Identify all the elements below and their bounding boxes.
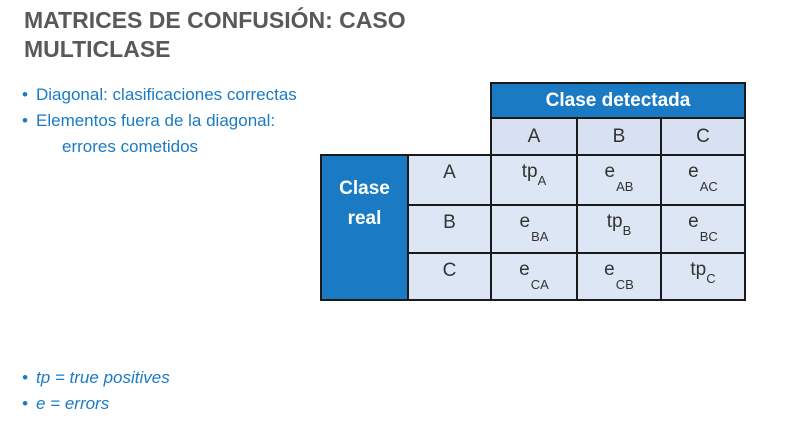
bullet-item: [22, 108, 297, 160]
bullet-dot: •: [22, 85, 28, 104]
bullet-dot: •: [22, 111, 28, 130]
real-class-line-2: real: [347, 208, 382, 229]
detected-class-header: Clase detectada: [490, 82, 746, 119]
matrix-cell-ca: [490, 252, 578, 301]
bullet-item: [22, 391, 170, 417]
real-class-header: [320, 154, 409, 301]
row-header-b: B: [407, 204, 492, 254]
cell-base: e: [688, 161, 699, 182]
column-header-a: A: [490, 117, 578, 156]
bullet-text: tp = true positives: [36, 368, 170, 387]
cell-base: tp: [521, 161, 538, 182]
bullet-dot: •: [22, 394, 28, 413]
cell-base: e: [604, 161, 616, 182]
cell-base: e: [688, 211, 699, 232]
matrix-cell-bc: [660, 204, 746, 254]
cell-subscript: BC: [699, 229, 718, 244]
cell-base: tp: [690, 259, 707, 280]
bullet-item: [22, 365, 170, 391]
cell-subscript: AC: [699, 179, 718, 194]
real-class-line-1: Clase: [339, 178, 390, 199]
matrix-cell-ba: [490, 204, 578, 254]
cell-base: e: [519, 211, 531, 232]
matrix-cell-ab: [576, 154, 662, 206]
cell-subscript: AB: [616, 179, 634, 194]
cell-subscript: B: [622, 223, 632, 238]
matrix-cell-cb: [576, 252, 662, 301]
bullet-text: Diagonal: clasificaciones correctas: [36, 85, 297, 104]
page-title: [24, 6, 406, 64]
matrix-cell-cc: [660, 252, 746, 301]
matrix-cell-ac: [660, 154, 746, 206]
cell-base: e: [604, 259, 615, 280]
bullet-dot: •: [22, 368, 28, 387]
cell-subscript: BA: [531, 229, 549, 244]
bullet-text: e = errors: [36, 394, 110, 413]
row-header-a: A: [407, 154, 492, 206]
matrix-cell-aa: [490, 154, 578, 206]
cell-subscript: A: [537, 173, 547, 188]
definition-bullets: [22, 82, 297, 160]
matrix-cell-bb: [576, 204, 662, 254]
cell-subscript: CB: [615, 277, 634, 292]
column-header-c: C: [660, 117, 746, 156]
title-line-1: MATRICES DE CONFUSIÓN: CASO: [24, 7, 406, 33]
column-header-b: B: [576, 117, 662, 156]
cell-base: e: [519, 259, 530, 280]
legend-bullets: [22, 365, 170, 417]
cell-base: tp: [606, 211, 623, 232]
row-header-c: C: [407, 252, 492, 301]
bullet-continuation: errores cometidos: [62, 137, 199, 156]
bullet-text: Elementos fuera de la diagonal:: [36, 111, 276, 130]
cell-subscript: CA: [530, 277, 549, 292]
cell-subscript: C: [706, 271, 716, 286]
bullet-item: [22, 82, 297, 108]
title-line-2: MULTICLASE: [24, 36, 171, 62]
